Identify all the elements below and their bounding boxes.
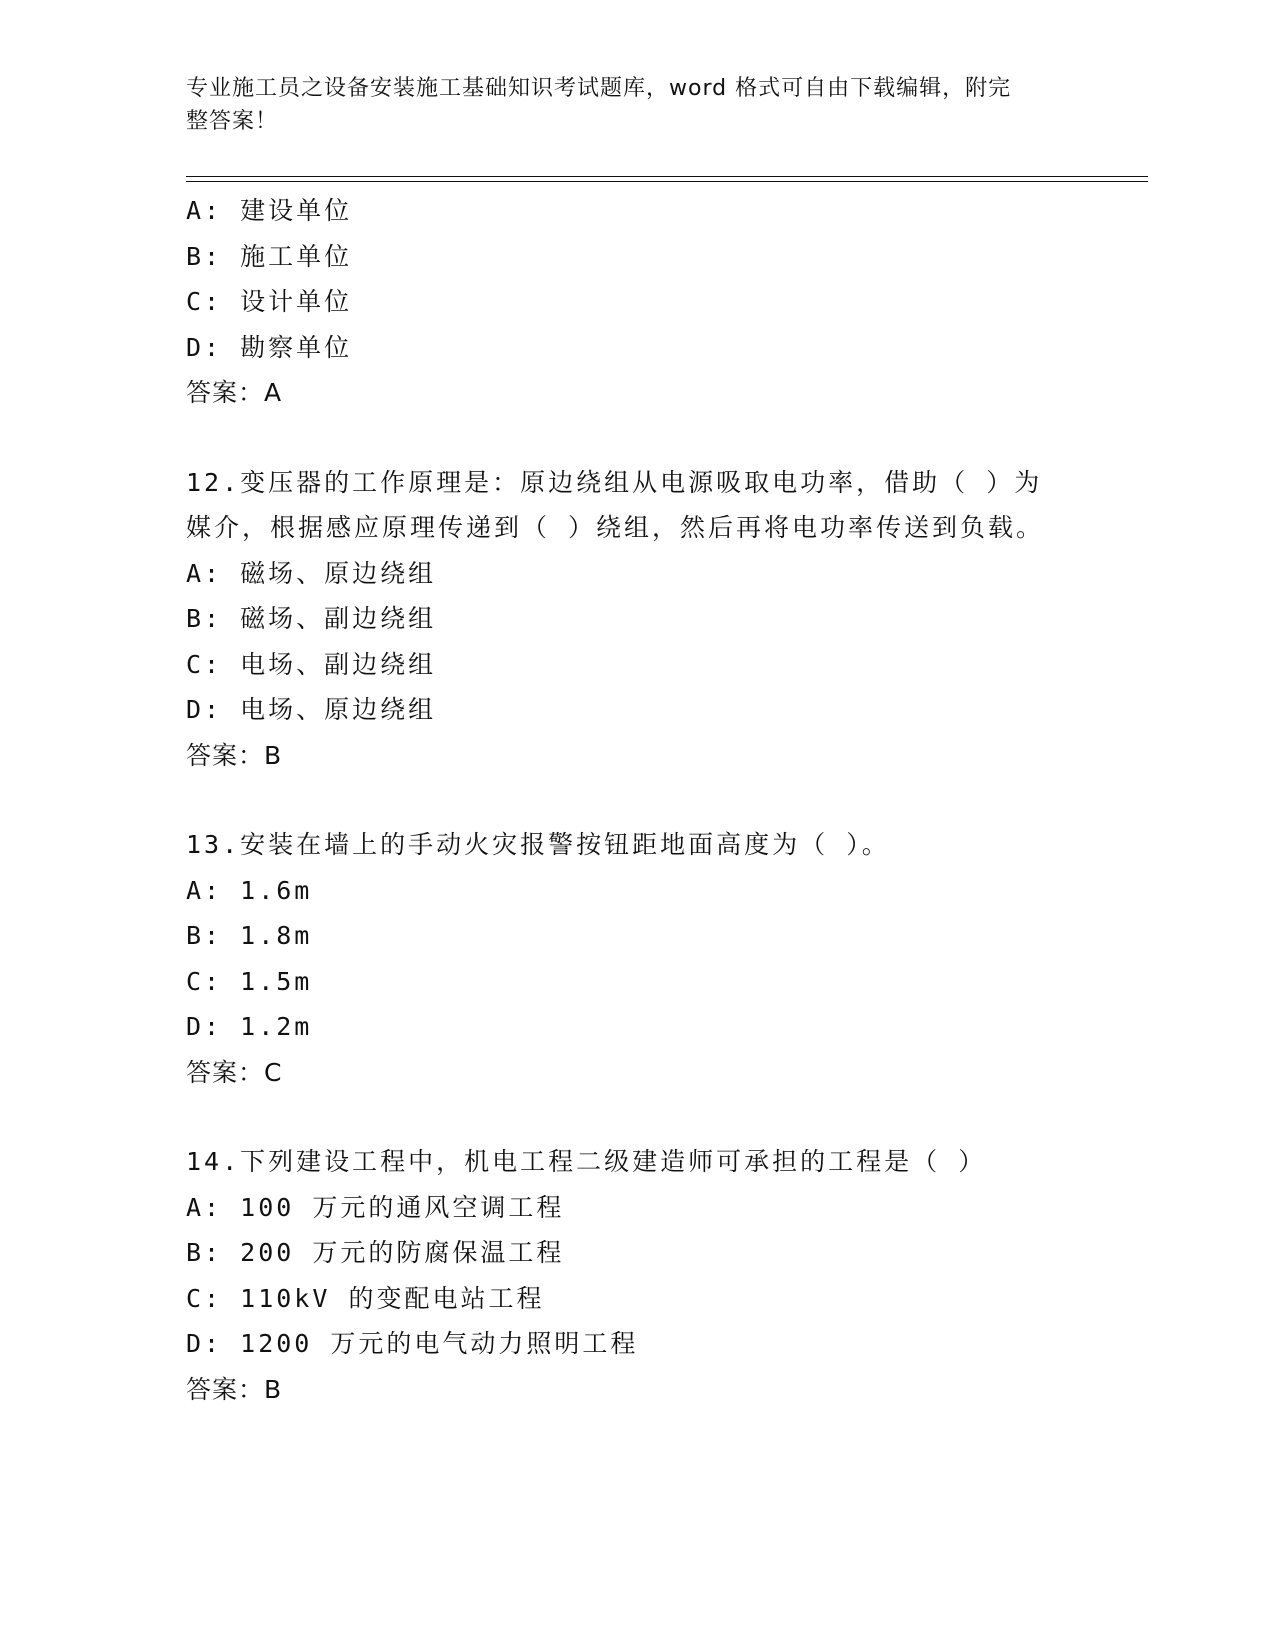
question-spacer bbox=[186, 1095, 1086, 1139]
answer: 答案：B bbox=[186, 1374, 283, 1404]
option-b: B: 施工单位 bbox=[186, 241, 353, 271]
option-b: B: 磁场、副边绕组 bbox=[186, 604, 437, 633]
option-c: C: 设计单位 bbox=[186, 287, 353, 316]
question-stem-line-2: 媒介，根据感应原理传递到（ ）绕组，然后再将电功率传送到负载。 bbox=[186, 513, 1045, 542]
answer: 答案：B bbox=[186, 740, 283, 770]
question-stem-line-1: 14.下列建设工程中，机电工程二级建造师可承担的工程是（ ） bbox=[186, 1147, 987, 1176]
option-b: B: 1.8m bbox=[186, 921, 313, 950]
option-c: C: 1.5m bbox=[186, 966, 313, 996]
question-14 bbox=[186, 1139, 1086, 1412]
question-13 bbox=[186, 822, 1086, 1095]
option-a: A: 磁场、原边绕组 bbox=[186, 558, 437, 588]
question-spacer bbox=[186, 416, 1086, 460]
question-list bbox=[186, 188, 1086, 1412]
header-divider-top bbox=[186, 176, 1148, 177]
document-header bbox=[186, 72, 1066, 138]
question-12 bbox=[186, 460, 1086, 779]
question-stem-line-1: 12.变压器的工作原理是：原边绕组从电源吸取电功率，借助（ ）为 bbox=[186, 467, 1043, 497]
option-a: A: 100 万元的通风空调工程 bbox=[186, 1192, 565, 1222]
option-a: A: 1.6m bbox=[186, 875, 313, 905]
option-d: D: 1200 万元的电气动力照明工程 bbox=[186, 1329, 639, 1358]
option-b: B: 200 万元的防腐保温工程 bbox=[186, 1238, 565, 1267]
option-c: C: 110kV 的变配电站工程 bbox=[186, 1283, 545, 1313]
option-d: D: 电场、原边绕组 bbox=[186, 695, 437, 724]
option-d: D: 勘察单位 bbox=[186, 332, 353, 362]
answer: 答案：A bbox=[186, 378, 283, 407]
option-c: C: 电场、副边绕组 bbox=[186, 649, 437, 679]
header-divider-bottom bbox=[186, 181, 1148, 182]
question-11 bbox=[186, 188, 1086, 416]
question-spacer bbox=[186, 778, 1086, 822]
question-stem-line-1: 13.安装在墙上的手动火灾报警按钮距地面高度为（ ）。 bbox=[186, 830, 890, 859]
answer: 答案：C bbox=[186, 1057, 283, 1087]
header-line-2: 整答案！ bbox=[186, 109, 279, 134]
header-line-1: 专业施工员之设备安装施工基础知识考试题库，word 格式可自由下载编辑，附完 bbox=[186, 76, 1012, 101]
option-d: D: 1.2m bbox=[186, 1012, 313, 1041]
option-a: A: 建设单位 bbox=[186, 196, 353, 225]
